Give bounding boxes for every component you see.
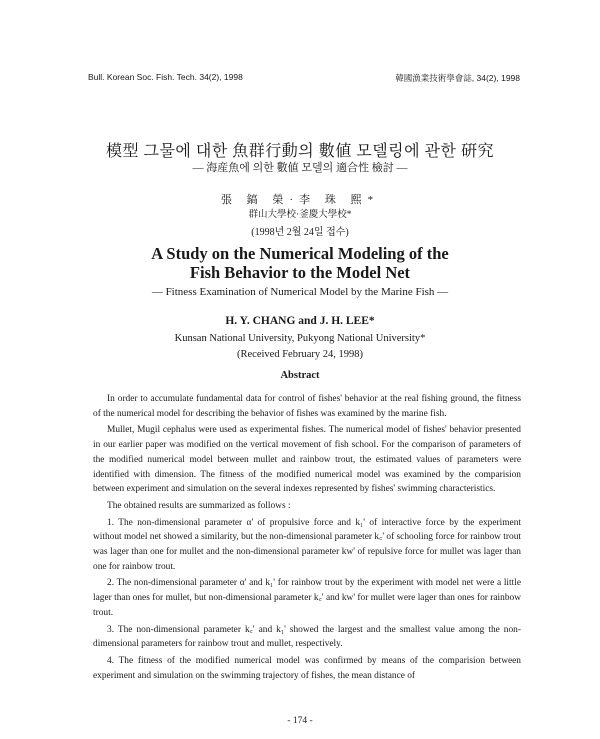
abstract-paragraph-6: 3. The non-dimensional parameter k꜀' and k₁' showed the largest and the smallest value among the non-dimensional parameters for rainbow trout and mullet, respectively. <box>93 624 521 650</box>
english-authors: H. Y. CHANG and J. H. LEE* <box>225 315 375 327</box>
journal-citation-kr: 韓國漁業技術學會誌, 34(2), 1998 <box>395 73 520 83</box>
english-affiliation: Kunsan National University, Pukyong National University* <box>174 333 426 344</box>
page-number: - 174 - <box>287 716 313 726</box>
english-subtitle: — Fitness Examination of Numerical Model by the Marine Fish — <box>151 286 449 298</box>
abstract-paragraph-1: In order to accumulate fundamental data for control of fishes' behavior at the real fishing ground, the fitness of the numerical model for describing the behavior of fishes was examined by the marine fish. <box>93 394 521 419</box>
korean-authors: 張 鎬 榮·李 珠 熙* <box>220 194 380 206</box>
korean-affiliation: 群山大學校·釜慶大學校* <box>248 210 352 220</box>
english-title-line-1: A Study on the Numerical Modeling of the <box>151 244 449 263</box>
abstract-paragraph-3: The obtained results are summarized as follows : <box>107 500 291 511</box>
english-received-date: (Received February 24, 1998) <box>237 349 363 360</box>
abstract-paragraph-5: 2. The non-dimensional parameter α' and k₁' for rainbow trout by the experiment with model net were a little lager than ones for mullet, but non-dimensional parameter k꜀' and kw' for mullet were lager than ones for rainbow trout. <box>93 578 521 618</box>
english-title-line-2: Fish Behavior to the Model Net <box>189 263 411 282</box>
korean-title: 模型 그물에 대한 魚群行動의 數値 모델링에 관한 硏究 <box>106 143 494 160</box>
abstract-body <box>93 392 521 683</box>
abstract-paragraph-7: 4. The fitness of the modified numerical model was confirmed by means of the comparision between experiment and simulation on the swimming trajectory of fishes, the mean distance of <box>93 655 521 681</box>
abstract-heading: Abstract <box>280 370 320 381</box>
korean-received-date: (1998년 2월 24일 접수) <box>251 227 349 238</box>
korean-subtitle: — 海産魚에 의한 數値 모델의 適合性 檢討 — <box>192 162 408 174</box>
abstract-paragraph-4: 1. The non-dimensional parameter α' of propulsive force and k₁' of interactive force by the experiment without model net showed a similarity, but the non-dimensional parameter k꜀' of schooling force for rainbow trout was lager than one for mullet and the non-dimensional parameter kw' of repulsive force for mullet was lager than one for rainbow trout. <box>93 517 521 572</box>
running-header <box>88 72 520 84</box>
journal-citation-en: Bull. Korean Soc. Fish. Tech. 34(2), 1998 <box>88 72 243 82</box>
abstract-paragraph-2: Mullet, Mugil cephalus were used as experimental fishes. The numerical model of fishes' behavior presented in our earlier paper was modified on the vertical movement of fish school. For the comparison of parameters of the modified numerical model between mullet and rainbow trout, the estimated values of parameters were identified with dimension. The fitness of the modified numerical model was examined by the comparision between experiment and simulation on the several indexes represented by fishes' swimming characteristics. <box>93 425 521 495</box>
